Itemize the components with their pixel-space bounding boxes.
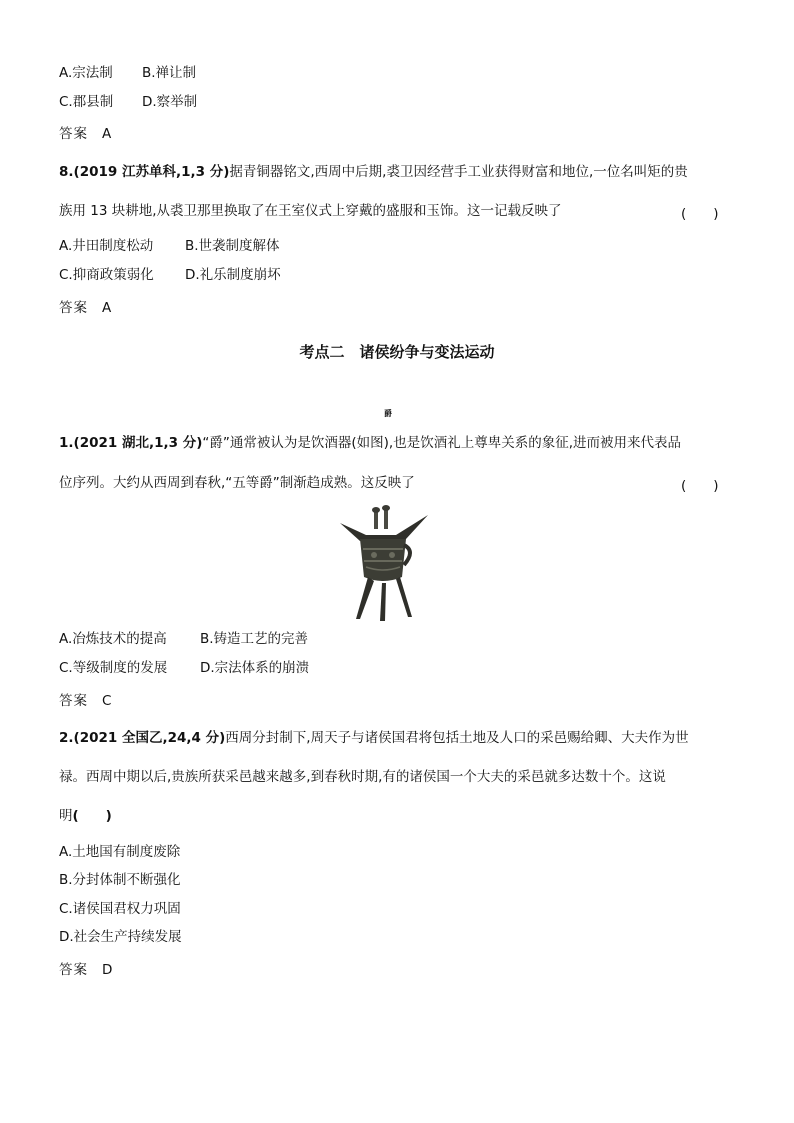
q7-option-c: C.郡县制 <box>59 94 114 110</box>
s2q1-option-a: A.冶炼技术的提高 <box>59 631 167 647</box>
bronze-jue-vessel-icon <box>336 505 432 623</box>
s2q1-option-d: D.宗法体系的崩溃 <box>200 660 310 676</box>
s2q1-stem-line1 <box>59 434 681 452</box>
section-title: 考点二 诸侯纷争与变法运动 <box>299 343 495 361</box>
question-text: 西周分封制下,周天子与诸侯国君将包括土地及人口的采邑赐给卿、大夫作为世 <box>225 730 689 746</box>
s2q1-option-b: B.铸造工艺的完善 <box>200 631 309 647</box>
question-source: (2021 湖北,1,3 分) <box>73 435 203 451</box>
s2q2-stem-line3 <box>59 807 112 825</box>
q8-stem-line2: 族用 13 块耕地,从裘卫那里换取了在王室仪式上穿戴的盛服和玉饰。这一记载反映了 <box>59 203 562 219</box>
question-source: (2021 全国乙,24,4 分) <box>73 730 226 746</box>
answer-value: D <box>102 962 113 978</box>
answer-value: A <box>102 126 112 142</box>
s2q1-answer-blank: ( ) <box>681 478 719 494</box>
q8-option-c: C.抑商政策弱化 <box>59 267 154 283</box>
q7-option-a: A.宗法制 <box>59 65 113 81</box>
q8-option-d: D.礼乐制度崩坏 <box>185 267 281 283</box>
s2q1-option-c: C.等级制度的发展 <box>59 660 168 676</box>
s2q1-stem-line2: 位序列。大约从西周到春秋,“五等爵”制渐趋成熟。这反映了 <box>59 475 415 491</box>
question-source: (2019 江苏单科,1,3 分) <box>73 164 230 180</box>
question-number: 1. <box>59 435 74 451</box>
question-number: 2. <box>59 730 74 746</box>
q8-option-a: A.井田制度松动 <box>59 238 154 254</box>
figure-caption: 爵 <box>384 409 392 418</box>
q7-option-b: B.禅让制 <box>142 65 197 81</box>
q8-stem-line1 <box>59 163 688 181</box>
s2q2-option-a: A.土地国有制度废除 <box>59 844 181 860</box>
question-text: 据青铜器铭文,西周中后期,裘卫因经营手工业获得财富和地位,一位名叫矩的贵 <box>229 164 688 180</box>
answer-label: 答案 <box>59 300 88 316</box>
s2q2-option-b: B.分封体制不断强化 <box>59 872 181 888</box>
s2q2-stem-line2: 禄。西周中期以后,贵族所获采邑越来越多,到春秋时期,有的诸侯国一个大夫的采邑就多达数十个。这说 <box>59 769 666 785</box>
answer-value: C <box>102 693 112 709</box>
s2q2-answer-blank: ( ) <box>72 808 112 824</box>
question-number: 8. <box>59 164 74 180</box>
q8-option-b: B.世袭制度解体 <box>185 238 280 254</box>
s2q2-stem-line1 <box>59 729 689 747</box>
question-text: 明 <box>59 808 73 824</box>
q7-option-d: D.察举制 <box>142 94 198 110</box>
s2q2-option-c: C.诸侯国君权力巩固 <box>59 901 181 917</box>
s2q1-answer <box>59 692 111 710</box>
answer-label: 答案 <box>59 693 88 709</box>
q8-answer <box>59 299 111 317</box>
question-text: “爵”通常被认为是饮酒器(如图),也是饮酒礼上尊卑关系的象征,进而被用来代表品 <box>202 435 681 451</box>
answer-label: 答案 <box>59 962 88 978</box>
q8-answer-blank: ( ) <box>681 206 719 222</box>
s2q2-option-d: D.社会生产持续发展 <box>59 929 182 945</box>
q7-answer <box>59 125 111 143</box>
s2q2-answer <box>59 961 112 979</box>
answer-value: A <box>102 300 112 316</box>
answer-label: 答案 <box>59 126 88 142</box>
